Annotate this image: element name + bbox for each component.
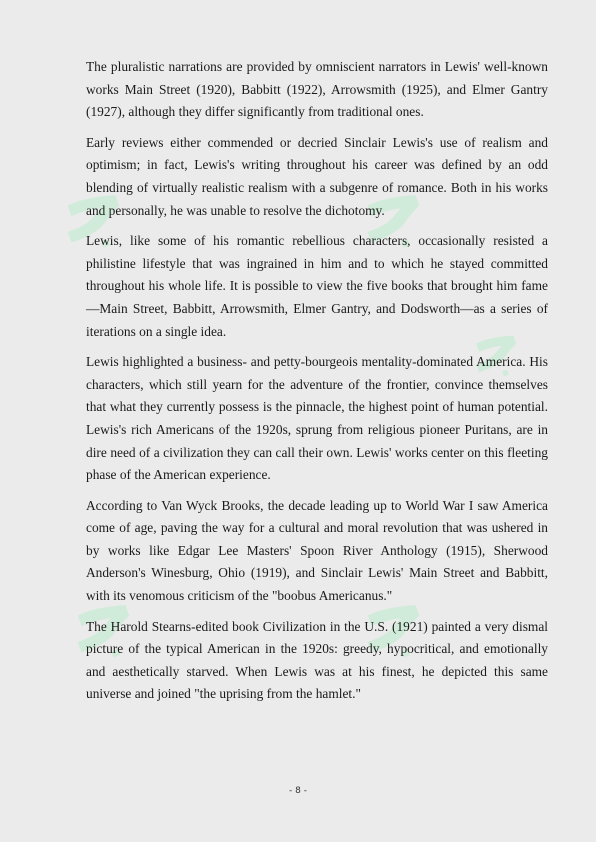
page-number: - 8 - <box>289 786 307 796</box>
watermark-logo: ﺟ <box>44 142 141 263</box>
watermark-logo: ﺟ <box>344 552 441 673</box>
body-text <box>86 56 548 714</box>
paragraph: Lewis, like some of his romantic rebellious characters, occasionally resisted a philistine lifestyle that was ingrained in him and to which he stayed committed throughout his whole life. It is possible to view the five books that brought him fame—Main Street, Babbitt, Arrowsmith, Elmer Gantry, and Dodsworth—as a series of iterations on a single idea. <box>86 233 548 339</box>
paragraph: According to Van Wyck Brooks, the decade leading up to World War I saw America come of age, paving the way for a cultural and moral revolution that was ushered in by works like Edgar Lee Masters' Spoon River Anthology (1915), Sherwood Anderson's Winesburg, Ohio (1919), and Sinclair Lewis' Main Street and Babbitt, with its venomous criticism of the "boobus Americanus." <box>86 497 548 604</box>
paragraph: Early reviews either commended or decried Sinclair Lewis's use of realism and optimism; in fact, Lewis's writing throughout his career was defined by an odd blending of virtually realistic realism with a subgenre of romance. Both in his works and personally, he was unable to resolve the dichotomy. <box>86 134 548 218</box>
paragraph: Lewis highlighted a business- and petty-bourgeois mentality-dominated America. His characters, which still yearn for the adventure of the frontier, convince themselves that what they currently possess is the pinnacle, the highest point of human potential. Lewis's rich Americans of the 1920s, sprung from religious pioneer Puritans, are in dire need of a civilization they can call their own. Lewis' works center on this fleeting phase of the American experience. <box>86 354 548 483</box>
watermark-logo: ﺟ <box>457 293 533 389</box>
paragraph: The Harold Stearns-edited book Civilization in the U.S. (1921) painted a very dismal picture of the typical American in the 1920s: greedy, hypocritical, and emotionally and aesthetically starved. When Lewis was at his finest, he depicted this same universe and joined "the uprising from the hamlet." <box>86 618 548 702</box>
paragraph: The pluralistic narrations are provided by omniscient narrators in Lewis' well-known works Main Street (1920), Babbitt (1922), Arrowsmith (1925), and Elmer Gantry (1927), although they differ significantly from traditional ones. <box>86 59 548 120</box>
watermark-logo: ﺟ <box>54 552 151 673</box>
watermark-logo: ﺟ <box>344 142 441 263</box>
